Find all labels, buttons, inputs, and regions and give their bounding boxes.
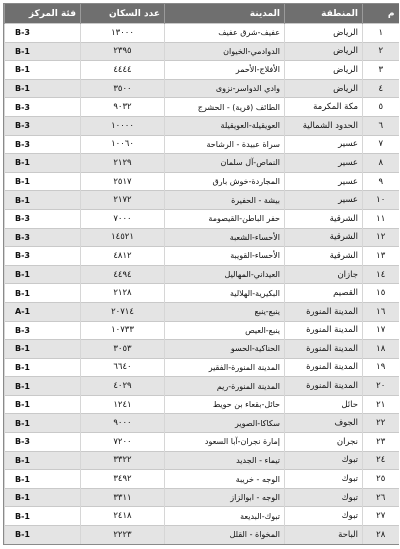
row-population: ٣٠٥٣: [81, 340, 165, 359]
table-row: [5, 209, 399, 228]
row-region: عسير: [285, 135, 363, 154]
table-row: [5, 42, 399, 61]
row-population: ٩٠٠٠: [81, 414, 165, 433]
row-city: حائل-بقعاء بن حويط: [165, 395, 285, 414]
row-city: عفيف-شرق عفيف: [165, 24, 285, 43]
centers-table: [4, 4, 399, 544]
row-city: البكيرية-الهلالية: [165, 284, 285, 303]
row-number: ٢٣: [363, 433, 399, 452]
table-row: [5, 98, 399, 117]
row-region: المدينة المنورة: [285, 302, 363, 321]
row-city: الوجه - خريبة: [165, 470, 285, 489]
row-population: ٤٤٤٤: [81, 61, 165, 80]
row-category: B-3: [5, 24, 81, 43]
row-region: مكة المكرمة: [285, 98, 363, 117]
row-city: تبوك-البديعة: [165, 507, 285, 526]
row-number: ٢٢: [363, 414, 399, 433]
row-category: B-1: [5, 395, 81, 414]
table-row: [5, 395, 399, 414]
row-city: الأفلاج-الأحمر: [165, 61, 285, 80]
table-row: [5, 24, 399, 43]
row-city: العيداني-المهاليل: [165, 265, 285, 284]
row-number: ٢٠: [363, 377, 399, 396]
row-category: B-1: [5, 414, 81, 433]
row-population: ١٠٧٣٣: [81, 321, 165, 340]
centers-table-wrapper: [3, 3, 399, 545]
row-number: ٢٦: [363, 488, 399, 507]
row-category: B-1: [5, 79, 81, 98]
row-population: ٧٠٠٠: [81, 209, 165, 228]
table-row: [5, 340, 399, 359]
table-row: [5, 265, 399, 284]
row-category: B-3: [5, 321, 81, 340]
table-row: [5, 191, 399, 210]
row-population: ٢٠٧١٤: [81, 302, 165, 321]
row-number: ٢٤: [363, 451, 399, 470]
row-city: سكاكا-الصوير: [165, 414, 285, 433]
table-row: [5, 414, 399, 433]
row-number: ٢١: [363, 395, 399, 414]
row-population: ١٠٠٠٠: [81, 116, 165, 135]
row-city: المخواة - القلل: [165, 526, 285, 544]
row-region: الرياض: [285, 61, 363, 80]
table-body: [5, 24, 399, 544]
table-row: [5, 488, 399, 507]
header-region: المنطقة: [285, 4, 363, 24]
row-region: عسير: [285, 191, 363, 210]
table-row: [5, 358, 399, 377]
row-number: ٨: [363, 154, 399, 173]
row-number: ١: [363, 24, 399, 43]
table-row: [5, 116, 399, 135]
row-city: حفر الباطن-القيصومة: [165, 209, 285, 228]
row-number: ١٣: [363, 247, 399, 266]
row-population: ١٣٠٠٠: [81, 24, 165, 43]
row-city: المدينة المنورة-الفقير: [165, 358, 285, 377]
row-category: B-1: [5, 507, 81, 526]
row-population: ٢٥١٧: [81, 172, 165, 191]
row-category: B-1: [5, 154, 81, 173]
row-number: ١٨: [363, 340, 399, 359]
row-region: عسير: [285, 154, 363, 173]
row-region: الشرقية: [285, 247, 363, 266]
row-region: تبوك: [285, 488, 363, 507]
row-number: ٣: [363, 61, 399, 80]
row-city: الأحساء-القويبة: [165, 247, 285, 266]
row-number: ١٥: [363, 284, 399, 303]
row-category: A-1: [5, 302, 81, 321]
row-category: B-3: [5, 433, 81, 452]
table-row: [5, 79, 399, 98]
row-region: الرياض: [285, 79, 363, 98]
header-category: فئة المركز: [5, 4, 81, 24]
row-number: ١٩: [363, 358, 399, 377]
row-population: ٦٦٤٠: [81, 358, 165, 377]
header-city: المدينة: [165, 4, 285, 24]
row-category: B-1: [5, 191, 81, 210]
row-number: ٩: [363, 172, 399, 191]
row-city: سراة عبيدة - الرشاحة: [165, 135, 285, 154]
table-row: [5, 451, 399, 470]
row-population: ٣٤٩٢: [81, 470, 165, 489]
row-region: الشرقية: [285, 228, 363, 247]
row-population: ٢٤١٨: [81, 507, 165, 526]
row-category: B-1: [5, 451, 81, 470]
row-region: تبوك: [285, 470, 363, 489]
row-region: المدينة المنورة: [285, 340, 363, 359]
row-city: الوجه - ابوالزاز: [165, 488, 285, 507]
row-category: B-1: [5, 488, 81, 507]
table-row: [5, 377, 399, 396]
row-category: B-3: [5, 209, 81, 228]
row-number: ١١: [363, 209, 399, 228]
row-region: عسير: [285, 172, 363, 191]
row-population: ٣٥٠٠: [81, 79, 165, 98]
row-city: الطائف (قرية) - الحشرج: [165, 98, 285, 117]
row-number: ٥: [363, 98, 399, 117]
header-population: عدد السكان: [81, 4, 165, 24]
row-city: ينبع-ينبع: [165, 302, 285, 321]
row-population: ٣٣٢٢: [81, 451, 165, 470]
row-number: ٦: [363, 116, 399, 135]
row-population: ١٠٠٦٠: [81, 135, 165, 154]
row-population: ٣٣١١: [81, 488, 165, 507]
row-number: ٢٥: [363, 470, 399, 489]
row-city: ينبع-العيص: [165, 321, 285, 340]
row-category: B-3: [5, 116, 81, 135]
table-row: [5, 284, 399, 303]
row-region: الشرقية: [285, 209, 363, 228]
row-region: المدينة المنورة: [285, 377, 363, 396]
row-population: ٤٨١٢: [81, 247, 165, 266]
row-city: إمارة نجران-آبا السعود: [165, 433, 285, 452]
table-row: [5, 321, 399, 340]
row-category: B-1: [5, 42, 81, 61]
table-row: [5, 433, 399, 452]
row-city: بيشة - الحفيرة: [165, 191, 285, 210]
row-region: الباحة: [285, 526, 363, 544]
row-region: القصيم: [285, 284, 363, 303]
row-number: ١٢: [363, 228, 399, 247]
row-region: تبوك: [285, 507, 363, 526]
row-city: النماص-آل سلمان: [165, 154, 285, 173]
table-row: [5, 507, 399, 526]
table-row: [5, 470, 399, 489]
row-category: B-1: [5, 340, 81, 359]
row-category: B-1: [5, 358, 81, 377]
row-number: ٤: [363, 79, 399, 98]
row-city: تيماء - الجديد: [165, 451, 285, 470]
row-population: ٩٠٣٢: [81, 98, 165, 117]
row-population: ١٤٥٢١: [81, 228, 165, 247]
row-region: تبوك: [285, 451, 363, 470]
header-row: [5, 4, 399, 24]
row-region: الجوف: [285, 414, 363, 433]
row-city: المدينة المنورة-ريم: [165, 377, 285, 396]
row-city: العويقيلة-العويقيلة: [165, 116, 285, 135]
row-city: الدوادمي-الخيوان: [165, 42, 285, 61]
row-region: الرياض: [285, 24, 363, 43]
table-row: [5, 247, 399, 266]
row-city: الأحساء-الشعبة: [165, 228, 285, 247]
row-category: B-1: [5, 172, 81, 191]
row-category: B-1: [5, 61, 81, 80]
row-number: ١٠: [363, 191, 399, 210]
row-region: المدينة المنورة: [285, 358, 363, 377]
row-category: B-3: [5, 98, 81, 117]
row-city: الحناكية-الحسو: [165, 340, 285, 359]
row-category: B-3: [5, 228, 81, 247]
row-region: حائل: [285, 395, 363, 414]
row-category: B-1: [5, 470, 81, 489]
table-row: [5, 302, 399, 321]
row-number: ٢: [363, 42, 399, 61]
row-number: ١٤: [363, 265, 399, 284]
table-row: [5, 228, 399, 247]
table-row: [5, 61, 399, 80]
row-category: B-3: [5, 135, 81, 154]
row-city: المجاردة-خوش بارق: [165, 172, 285, 191]
row-population: ١٢٤١: [81, 395, 165, 414]
row-region: نجران: [285, 433, 363, 452]
row-region: الرياض: [285, 42, 363, 61]
header-number: م: [363, 4, 399, 24]
table-row: [5, 172, 399, 191]
table-header: [5, 4, 399, 24]
row-city: وادي الدواسر-نزوى: [165, 79, 285, 98]
table-row: [5, 526, 399, 544]
row-population: ٢١٢٨: [81, 284, 165, 303]
row-number: ٢٨: [363, 526, 399, 544]
row-population: ٤٤٩٤: [81, 265, 165, 284]
row-category: B-1: [5, 377, 81, 396]
row-population: ٧٢٠٠: [81, 433, 165, 452]
row-region: المدينة المنورة: [285, 321, 363, 340]
row-region: الحدود الشمالية: [285, 116, 363, 135]
row-category: B-3: [5, 247, 81, 266]
table-row: [5, 154, 399, 173]
row-number: ٧: [363, 135, 399, 154]
row-category: B-1: [5, 265, 81, 284]
row-number: ١٧: [363, 321, 399, 340]
row-number: ٢٧: [363, 507, 399, 526]
row-population: ٢٢٢٣: [81, 526, 165, 544]
table-row: [5, 135, 399, 154]
row-category: B-1: [5, 526, 81, 544]
row-population: ٤٠٢٩: [81, 377, 165, 396]
row-category: B-1: [5, 284, 81, 303]
row-population: ٢٣٩٥: [81, 42, 165, 61]
row-population: ٢١٢٩: [81, 154, 165, 173]
row-population: ٢١٧٢: [81, 191, 165, 210]
row-region: جازان: [285, 265, 363, 284]
row-number: ١٦: [363, 302, 399, 321]
